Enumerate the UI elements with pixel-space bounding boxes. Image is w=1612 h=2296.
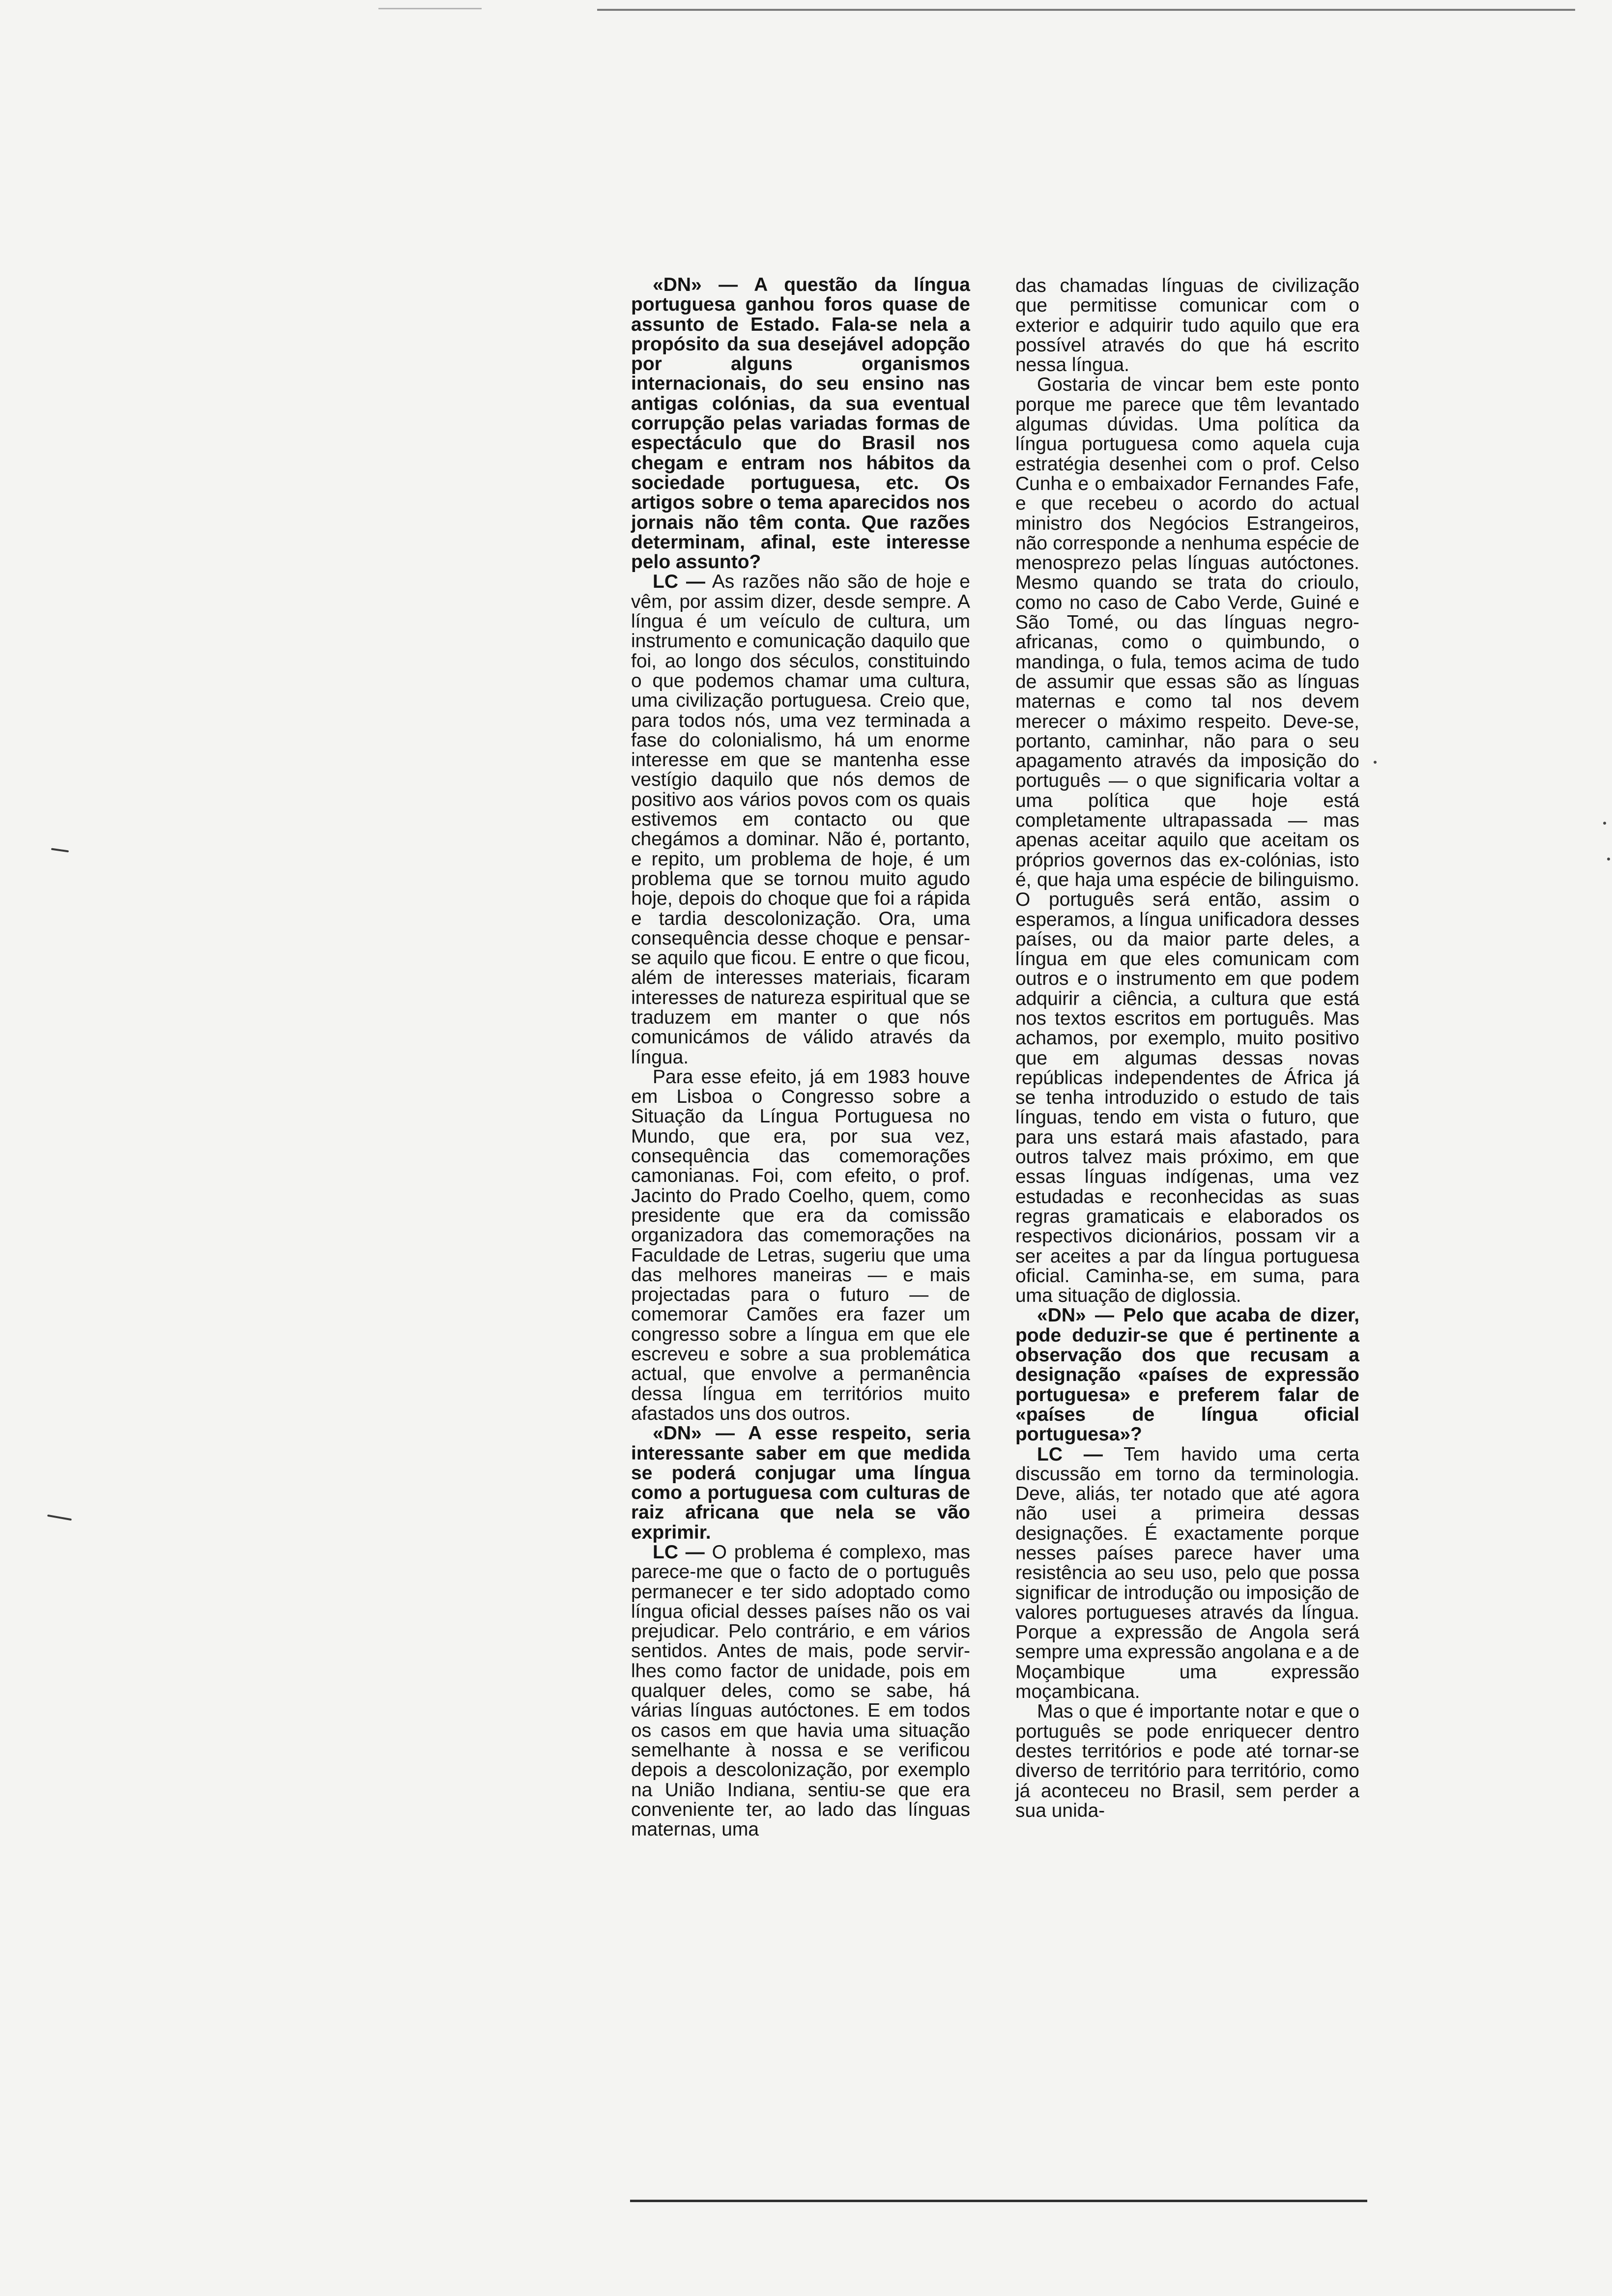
speaker-label: LC — xyxy=(653,571,705,593)
margin-mark xyxy=(51,848,69,853)
question-text: A esse respeito, seria interessante saber em que medida se poderá conjugar uma língua como a portuguesa com culturas de raiz africana que nela se vão exprimir. xyxy=(631,1423,971,1543)
answer-paragraph xyxy=(631,1543,970,1839)
question-paragraph xyxy=(631,1424,970,1543)
question-paragraph xyxy=(1015,1306,1359,1444)
question-text: A questão da língua portuguesa ganhou foros quase de assunto de Estado. Fala-se nela a propósito da sua desejável adopção por alguns organismos internacionais, do seu ensino nas antigas colónias, da sua eventual corrupção pelas variadas formas de espectáculo que do Brasil nos chegam e entram nos hábitos da sociedade portuguesa, etc. Os artigos sobre o tema aparecidos nos jornais não têm conta. Que razões determinam, afinal, este interesse pelo assunto? xyxy=(631,274,970,573)
margin-mark xyxy=(47,1515,72,1521)
body-paragraph: Gostaria de vincar bem este ponto porque me parece que têm levantado algumas dúvidas. Uma política da língua portuguesa como aquela cuja estratégia desenhei com o prof. Celso Cunha e o embaixador Fernandes Fafe, e que recebeu o acordo do actual ministro dos Negócios Estrangeiros, não corresponde a nenhuma espécie de menosprezo pelas línguas autóctones. Mesmo quando se trata do crioulo, como no caso de Cabo Verde, Guiné e São Tomé, ou das línguas negro-africanas, como o quimbundo, o mandinga, o fula, temos acima de tudo de assumir que essas são as línguas maternas e como tal nos devem merecer o máximo respeito. Deve-se, portanto, caminhar, não para o seu apagamento através da imposição do português — o que significaria voltar a uma política que hoje está completamente ultrapassada — mas apenas aceitar aquilo que aceitam os próprios governos das ex-colónias, isto é, que haja uma espécie de bilinguismo. O português será então, assim o esperamos, a língua unificadora desses países, ou da maior parte deles, a língua em que eles comunicam com outros e o instrumento em que podem adquirir a ciência, a cultura que está nos textos escritos em português. Mas achamos, por exemplo, muito positivo que em algumas dessas novas repúblicas independentes de África já se tenha introduzido o estudo de tais línguas, tendo em vista o futuro, que para uns estará mais afastado, para outros talvez mais próximo, em que essas línguas indígenas, uma vez estudadas e reconhecidas as suas regras gramaticais e elaborados os respectivos dicionários, possam vir a ser aceites a par da língua portuguesa oficial. Caminha-se, em suma, para uma situação de diglossia. xyxy=(1015,374,1359,1307)
question-text: Pelo que acaba de dizer, pode deduzir-se que é pertinente a observação dos que recusam a designação «países de expressão portuguesa» e preferem falar de «países de língua oficial portuguesa»? xyxy=(1015,1305,1359,1445)
answer-text: Tem havido uma certa discussão em torno da terminologia. Deve, aliás, ter notado que até agora não usei a primeira dessas designações. É exactamente porque nesses países parece haver uma resistência ao seu uso, pelo que possa significar de introdução ou imposição de valores portugueses através da língua. Porque a expressão de Angola será sempre uma expressão angolana e a de Moçambique uma expressão moçambicana. xyxy=(1015,1443,1359,1703)
bottom-rule xyxy=(630,2200,1367,2202)
body-paragraph: das chamadas línguas de civilização que permitisse comunicar com o exterior e adquirir tudo aquilo que era possível através do que há escrito nessa língua. xyxy=(1015,275,1359,376)
answer-text: O problema é complexo, mas parece-me que o facto de o português permanecer e ter sido adoptado como língua oficial desses países não os vai prejudicar. Pelo contrário, e em vários sentidos. Antes de mais, pode servir-lhes como factor de unidade, pois em qualquer deles, como se sabe, há várias línguas autóctones. E em todos os casos em que havia uma situação semelhante à nossa e se verificou depois a descolonização, por exemplo na União Indiana, sentiu-se que era conveniente ter, ao lado das línguas maternas, uma xyxy=(631,1542,970,1840)
scan-speck xyxy=(1374,761,1377,764)
scan-speck xyxy=(1603,822,1606,825)
speaker-label: LC — xyxy=(1037,1443,1103,1465)
article-column-right xyxy=(1015,276,1359,1821)
answer-paragraph xyxy=(1015,1445,1359,1702)
top-rule-short xyxy=(378,8,482,9)
speaker-label: «DN» — xyxy=(1037,1305,1115,1326)
body-paragraph: Mas o que é importante notar e que o português se pode enriquecer dentro destes territórios e pode até tornar-se diverso de território para território, como já aconteceu no Brasil, sem perder a sua unida- xyxy=(1015,1701,1359,1821)
article-column-left xyxy=(631,275,970,1839)
speaker-label: LC — xyxy=(653,1542,705,1563)
speaker-label: «DN» — xyxy=(653,274,738,295)
answer-text: As razões não são de hoje e vêm, por assim dizer, desde sempre. A língua é um veículo de cultura, um instrumento e comunicação daquilo que foi, ao longo dos séculos, constituindo o que podemos chamar uma cultura, uma civilização portuguesa. Creio que, para todos nós, uma vez terminada a fase do colonialismo, há um enorme interesse em que se mantenha esse vestígio daquilo que nós demos de positivo aos vários povos com os quais estivemos em contacto ou que chegámos a dominar. Não é, portanto, e repito, um problema de hoje, é um problema que se tornou muito agudo hoje, depois do choque que foi a rápida e tardia descolonização. Ora, uma consequência desse choque e pensar-se aquilo que ficou. E entre o que ficou, além de interesses materiais, ficaram interesses de natureza espiritual que se traduzem em manter o que nós comunicámos de válido através da língua. xyxy=(631,571,970,1068)
scan-speck xyxy=(1607,858,1610,861)
speaker-label: «DN» — xyxy=(653,1423,735,1444)
question-paragraph xyxy=(631,275,970,572)
top-rule xyxy=(597,9,1575,11)
body-paragraph: Para esse efeito, já em 1983 houve em Lisboa o Congresso sobre a Situação da Língua Portuguesa no Mundo, que era, por sua vez, consequência das comemorações camonianas. Foi, com efeito, o prof. Jacinto do Prado Coelho, quem, como presidente que era da comissão organizadora das comemorações na Faculdade de Letras, sugeriu que uma das melhores maneiras — e mais projectadas para o futuro — de comemorar Camões era fazer um congresso sobre a língua em que ele escreveu e sobre a sua problemática actual, que envolve a permanência dessa língua em territórios muito afastados uns dos outros. xyxy=(631,1066,970,1424)
answer-paragraph xyxy=(631,572,970,1067)
